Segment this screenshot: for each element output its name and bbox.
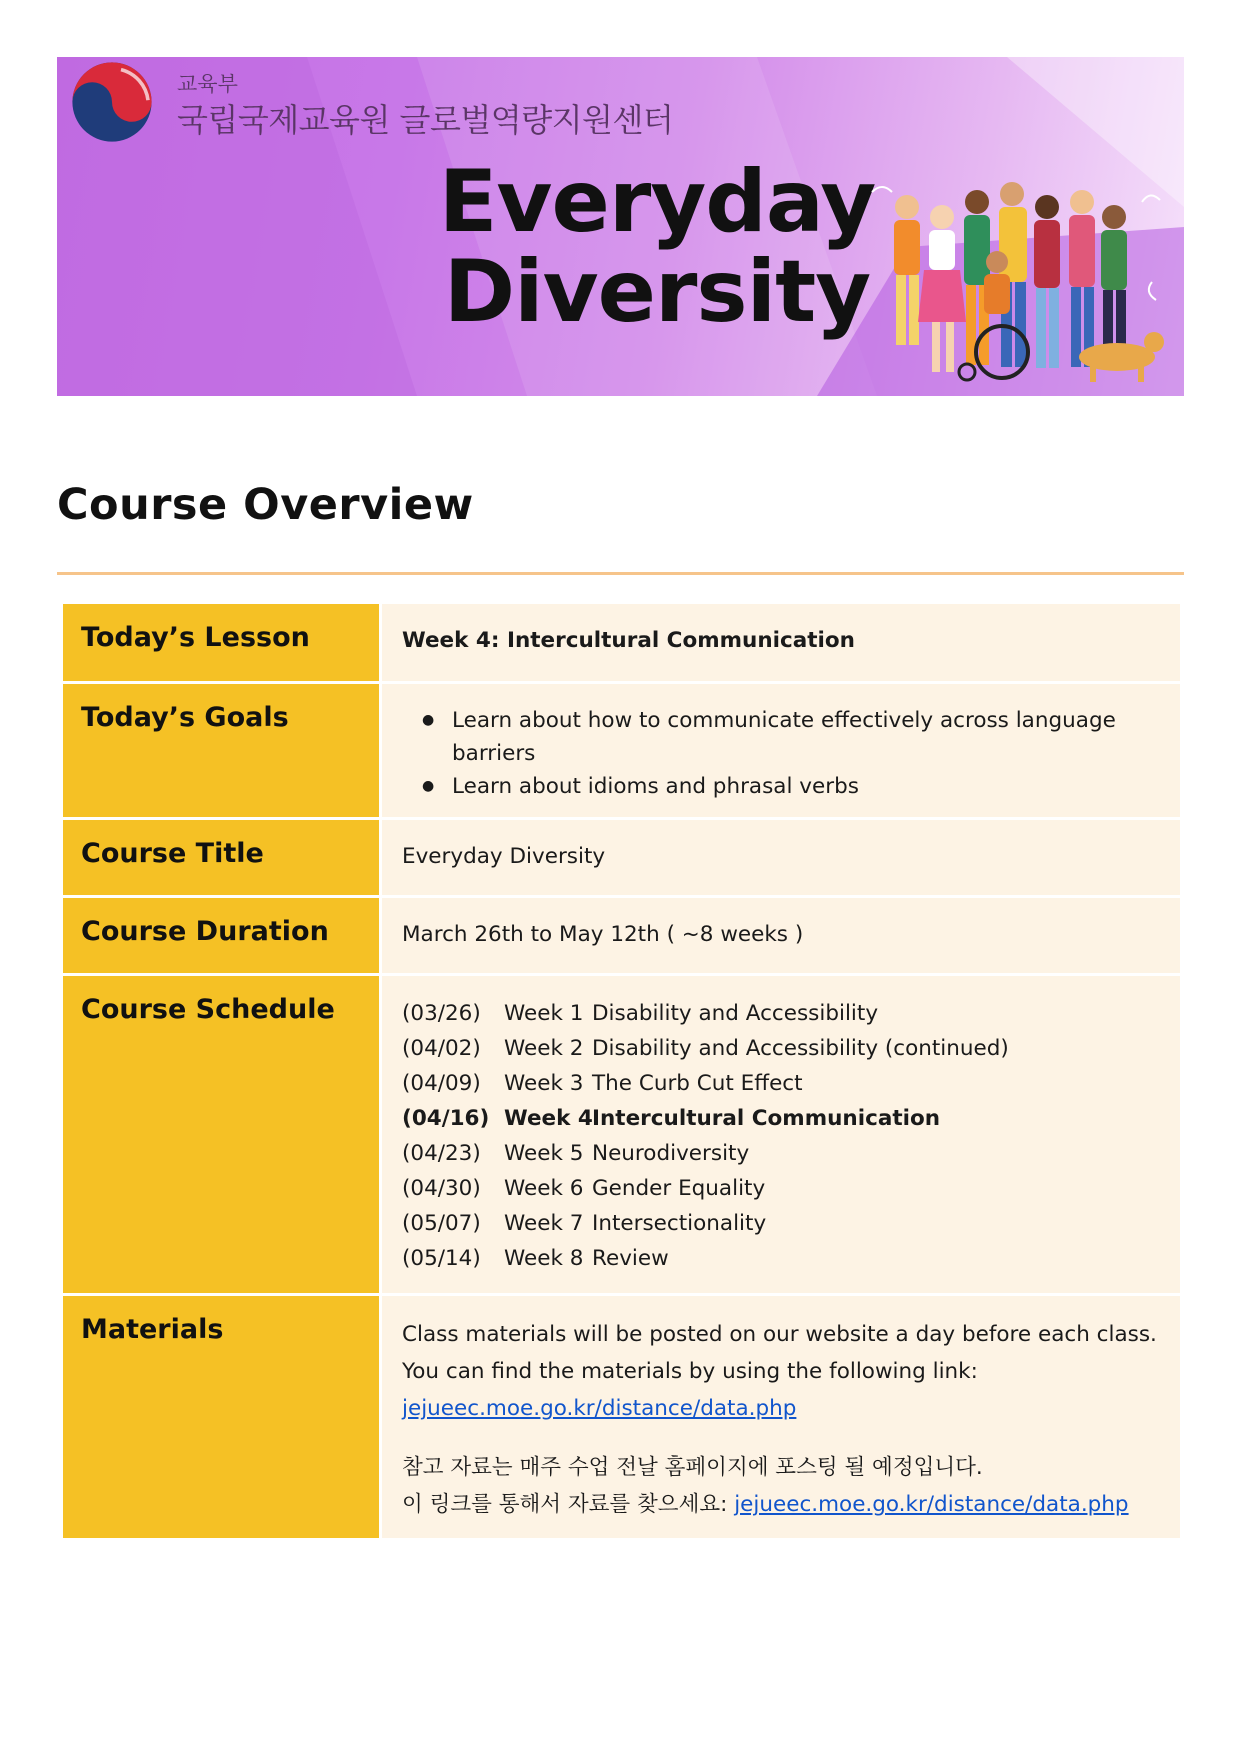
table-row bbox=[62, 603, 1182, 683]
schedule-date: (04/23) bbox=[402, 1141, 481, 1166]
goals-value bbox=[381, 683, 1182, 819]
table-row bbox=[62, 819, 1182, 897]
schedule-topic: Intercultural Communication bbox=[592, 1106, 941, 1131]
materials-text-ko-1: 참고 자료는 매주 수업 전날 홈페이지에 포스팅 될 예정입니다. bbox=[402, 1455, 983, 1480]
schedule-topic: Gender Equality bbox=[592, 1176, 766, 1201]
schedule-date: (05/14) bbox=[402, 1246, 481, 1271]
schedule-week: Week 4 bbox=[504, 1106, 593, 1131]
schedule-row bbox=[402, 1031, 1160, 1066]
schedule-week: Week 6 bbox=[504, 1176, 584, 1201]
schedule-topic: Review bbox=[592, 1246, 669, 1271]
schedule-row bbox=[402, 1171, 1160, 1206]
goals-label: Today’s Goals bbox=[62, 683, 381, 819]
schedule-topic: Intersectionality bbox=[592, 1211, 767, 1236]
banner-title-line2: Diversity bbox=[443, 242, 871, 342]
list-item: ● Learn about how to communicate effectively across language barriers bbox=[432, 704, 1160, 770]
materials-link[interactable]: jejueec.moe.go.kr/distance/data.php bbox=[402, 1396, 797, 1421]
schedule-week: Week 1 bbox=[504, 1001, 584, 1026]
materials-value bbox=[381, 1295, 1182, 1540]
lesson-label: Today’s Lesson bbox=[62, 603, 381, 683]
course-duration-value: March 26th to May 12th ( ~8 weeks ) bbox=[381, 897, 1182, 975]
schedule-row bbox=[402, 1066, 1160, 1101]
course-title-value: Everyday Diversity bbox=[381, 819, 1182, 897]
spacer bbox=[402, 1427, 1160, 1449]
course-duration-label: Course Duration bbox=[62, 897, 381, 975]
lesson-value: Week 4: Intercultural Communication bbox=[381, 603, 1182, 683]
schedule-week: Week 7 bbox=[504, 1211, 584, 1236]
ministry-label: 교육부 bbox=[177, 72, 238, 96]
taegeuk-emblem-icon bbox=[67, 57, 157, 147]
schedule-row bbox=[402, 996, 1160, 1031]
course-title-label: Course Title bbox=[62, 819, 381, 897]
schedule-date: (04/16) bbox=[402, 1106, 490, 1131]
schedule-row bbox=[402, 1241, 1160, 1276]
page-title: Course Overview bbox=[57, 480, 474, 530]
schedule-week: Week 3 bbox=[504, 1071, 584, 1096]
table-row bbox=[62, 975, 1182, 1295]
organization-name: 국립국제교육원 글로벌역량지원센터 bbox=[177, 101, 674, 139]
schedule-topic: Neurodiversity bbox=[592, 1141, 750, 1166]
goals-list bbox=[402, 704, 1160, 803]
schedule-date: (04/02) bbox=[402, 1036, 481, 1061]
schedule-date: (03/26) bbox=[402, 1001, 481, 1026]
schedule-week: Week 5 bbox=[504, 1141, 584, 1166]
schedule-topic: The Curb Cut Effect bbox=[592, 1071, 803, 1096]
heading-divider bbox=[57, 572, 1184, 575]
schedule-row bbox=[402, 1206, 1160, 1241]
schedule-date: (04/30) bbox=[402, 1176, 481, 1201]
schedule-date: (05/07) bbox=[402, 1211, 481, 1236]
course-overview-table bbox=[60, 601, 1183, 1541]
course-schedule-value bbox=[381, 975, 1182, 1295]
schedule-week: Week 8 bbox=[504, 1246, 584, 1271]
table-row bbox=[62, 1295, 1182, 1540]
schedule-topic: Disability and Accessibility bbox=[592, 1001, 879, 1026]
schedule-row-current bbox=[402, 1101, 1160, 1136]
schedule-date: (04/09) bbox=[402, 1071, 481, 1096]
schedule-week: Week 2 bbox=[504, 1036, 584, 1061]
course-schedule-label: Course Schedule bbox=[62, 975, 381, 1295]
materials-link-ko[interactable]: jejueec.moe.go.kr/distance/data.php bbox=[734, 1492, 1129, 1517]
materials-label: Materials bbox=[62, 1295, 381, 1540]
banner-title-line1: Everyday bbox=[438, 152, 876, 252]
table-row bbox=[62, 683, 1182, 819]
table-row bbox=[62, 897, 1182, 975]
materials-text-en-2: You can find the materials by using the following link: bbox=[402, 1359, 978, 1384]
list-item: ● Learn about idioms and phrasal verbs bbox=[432, 770, 1160, 803]
course-banner bbox=[57, 57, 1184, 396]
banner-title bbox=[387, 152, 927, 342]
materials-text-ko-2: 이 링크를 통해서 자료를 찾으세요: bbox=[402, 1492, 735, 1517]
diverse-people-illustration bbox=[862, 172, 1172, 387]
schedule-topic: Disability and Accessibility (continued) bbox=[592, 1036, 1009, 1061]
schedule-row bbox=[402, 1136, 1160, 1171]
materials-text-en-1: Class materials will be posted on our website a day before each class. bbox=[402, 1322, 1157, 1347]
